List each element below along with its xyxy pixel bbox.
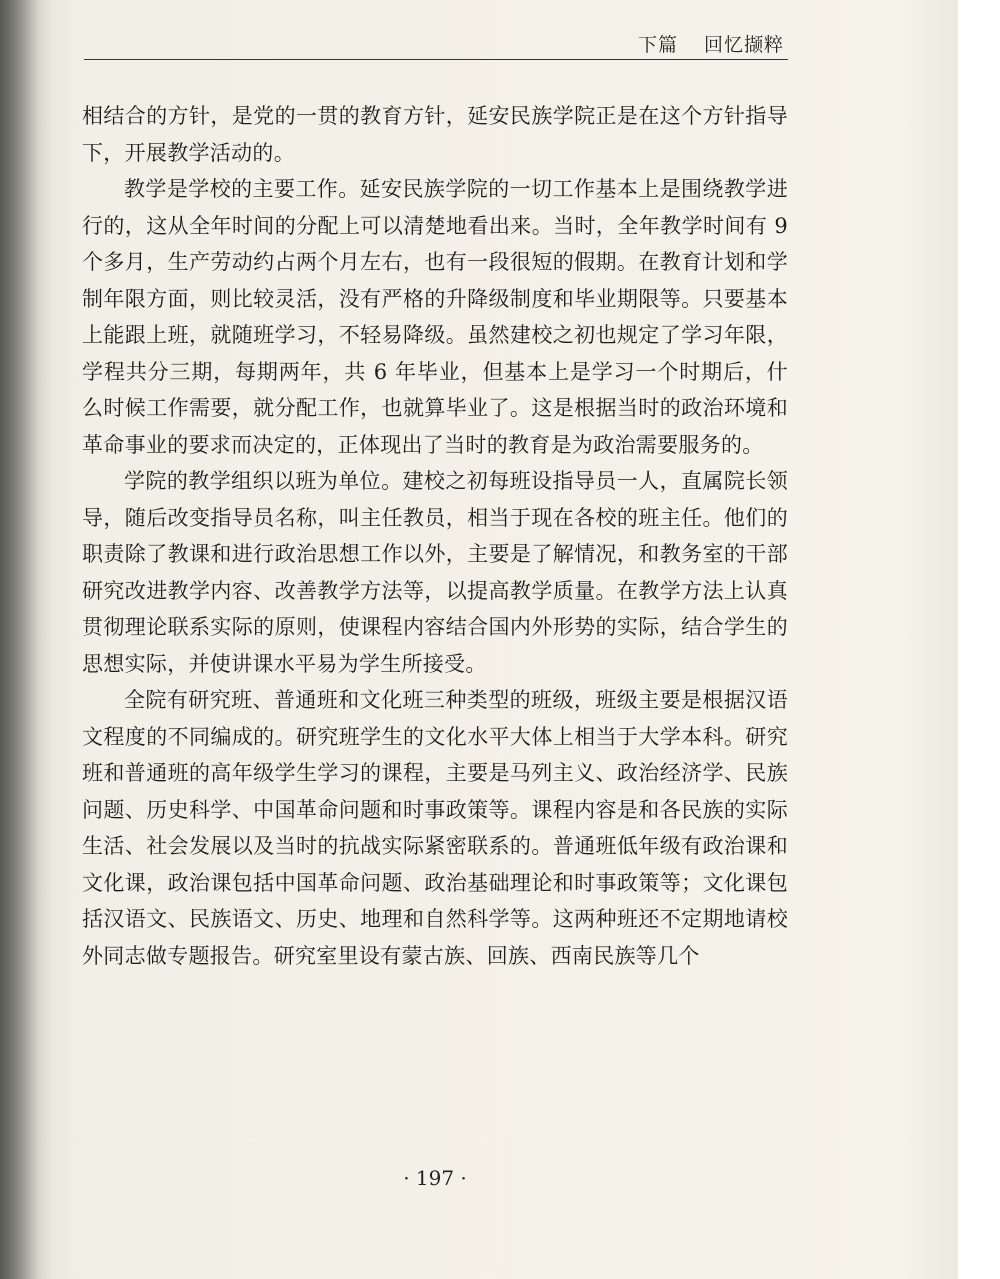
header-rule	[84, 59, 788, 60]
header-part: 下篇	[637, 34, 678, 56]
page-number: · 197 ·	[403, 1166, 467, 1190]
paragraph: 学院的教学组织以班为单位。建校之初每班设指导员一人，直属院长领导，随后改变指导员名称，叫主任教员，相当于现在各校的班主任。他们的职责除了教课和进行政治思想工作以外，主要是了解情况，和教务室的干部研究改进教学内容、改善教学方法等，以提高教学质量。在教学方法上认真贯彻理论联系实际的原则，使课程内容结合国内外形势的实际，结合学生的思想实际，并使讲课水平易为学生所接受。	[82, 469, 788, 676]
paragraph: 教学是学校的主要工作。延安民族学院的一切工作基本上是围绕教学进行的，这从全年时间的分配上可以清楚地看出来。当时，全年教学时间有 9 个多月，生产劳动约占两个月左右，也有一段很短的假期。在教育计划和学制年限方面，则比较灵活，没有严格的升降级制度和毕业期限等。只要基本上能跟上班，就随班学习，不轻易降级。虽然建校之初也规定了学习年限，学程共分三期，每期两年，共 6 年毕业，但基本上是学习一个时期后，什么时候工作需要，就分配工作，也就算毕业了。这是根据当时的政治环境和革命事业的要求而决定的，正体现出了当时的教育是为政治需要服务的。	[82, 177, 788, 457]
gutter-shadow	[0, 0, 40, 1279]
page-edge	[958, 0, 1000, 1279]
header-section: 回忆撷粹	[703, 34, 784, 56]
body-text	[82, 98, 788, 974]
running-header	[84, 26, 788, 60]
paragraph-continued: 相结合的方针，是党的一贯的教育方针，延安民族学院正是在这个方针指导下，开展教学活动的。	[82, 104, 788, 165]
paragraph: 全院有研究班、普通班和文化班三种类型的班级，班级主要是根据汉语文程度的不同编成的。研究班学生的文化水平大体上相当于大学本科。研究班和普通班的高年级学生学习的课程，主要是马列主义、政治经济学、民族问题、历史科学、中国革命问题和时事政策等。课程内容是和各民族的实际生活、社会发展以及当时的抗战实际紧密联系的。普通班低年级有政治课和文化课，政治课包括中国革命问题、政治基础理论和时事政策等；文化课包括汉语文、民族语文、历史、地理和自然科学等。这两种班还不定期地请校外同志做专题报告。研究室里设有蒙古族、回族、西南民族等几个	[82, 688, 788, 968]
running-header-text	[612, 30, 784, 57]
